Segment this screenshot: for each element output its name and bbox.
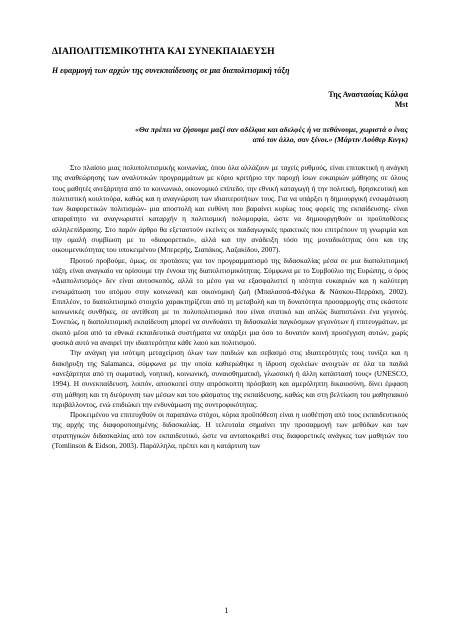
body-paragraph: Στο πλαίσιο μιας πολυπολιτισμικής κοινωνίας, όπου όλα αλλάζουν με ταχείς ρυθμούς, είναι επιτακτική η ανάγκη της αναθεώρησης των αναλυτικών προγραμμάτων με κύριο κριτήριο την παροχή ίσων ευκαιριών μάθησης σε όλους τους μαθητές ανεξάρτητα από το κοινωνικό, οικονομικό επίπεδο, την εθνική καταγωγή ή την πολιτική, θρησκευτική και πολιτιστική κουλτούρα, καθώς και η αναγνώριση των ιδιαιτεροτήτων τους. Για να υπάρξει η δημιουργική ενσωμάτωση των διαφορετικών πολιτισμών- μια αποστολή και ευθύνη που βαραίνει κυρίως τους φορείς της εκπαίδευσης- είναι απαραίτητο να αναγνωριστεί καταρχήν η πολιτισμική πολυμορφία, ώστε να δημιουργηθούν οι προϋποθέσεις αλληλεπίδρασης. Στο παρόν άρθρο θα εξεταστούν εκείνες οι παιδαγωγικές πρακτικές που επιτρέπουν τη γνωριμία και την ομαλή συμβίωση με το «διαφορετικό», αλλά και την ανάδειξη τόσο της μοναδικότητας όσο και της οικουμενικότητας του υποκειμένου (Μπερερής, Σιαπάκος, Λαζακίδου, 2007). [52,163,408,255]
document-title: ΔΙΑΠΟΛΙΤΙΣΜΙΚΟΤΗΤΑ ΚΑΙ ΣΥΝΕΚΠΑΙΔΕΥΣΗ [52,46,275,57]
body-text [52,163,408,451]
epigraph [104,125,408,145]
epigraph-line: από τον άλλο, σαν ξένοι.» (Μάρτιν Λούθερ Κινγκ) [252,135,408,144]
page-number: 1 [224,606,229,615]
epigraph-line: «Θα πρέπει να ζήσουμε μαζί σαν αδέλφια και αδελφές ή να πεθάνουμε, χωριστά ο ένας [135,125,408,134]
body-paragraph: Την ανάγκη για ισότιμη μεταχείριση όλων των παιδιών και σεβασμό στις ιδιαιτερότητές τους τονίζει και η διακήρυξη της Salamanca, σύμφωνα με την οποία καθιερώθηκε η ίδρυση σχολείων ανοιχτών σε όλα τα παιδιά «ανεξάρτητα από τη σωματική, νοητική, κοινωνική, συναισθηματική, γλωσσική ή άλλη κατάστασή τους» (UNESCO, 1994). Η συνεκπαίδευση, λοιπόν, αποσκοπεί στην απρόσκοπτη πρόσβαση και αμερόληπτη δικαιοσύνη, δίνει έμφαση στη μάθηση και τη διεύρυνση των μέσων και του φάσματος της εκπαίδευσης, καθώς και στη βελτίωση του μαθησιακού περιβάλλοντος, ενώ επιδιώκει την ενδυνάμωση της συντροφικότητας. [52,348,408,409]
body-paragraph: Προκειμένου να επιτευχθούν οι παραπάνω στόχοι, κύρια προϋπόθεση είναι η υιοθέτηση από τους εκπαιδευτικούς της αρχής της διαφοροποιημένης διδασκαλίας. Η τελευταία σημαίνει την προσαρμογή των μεθόδων και των στρατηγικών διδασκαλίας από τον εκπαιδευτικό, ώστε να ανταποκριθεί στις διαφορετικές ανάγκες των μαθητών του (Tomlinson & Eidson, 2003). Παράλληλα, πρέπει και η κατάρτιση των [52,410,408,451]
author-degree: Mst [394,100,408,109]
author-block [52,90,408,110]
body-paragraph: Προτού προβούμε, όμως, σε προτάσεις για τον προγραμματισμό της διδασκαλίας μέσα σε μια διαπολιτισμική τάξη, είναι αναγκαίο να ορίσουμε την έννοια της διαπολιτισμικότητας. Σύμφωνα με το Συμβούλιο της Ευρώπης, ο όρος «Διαπολιτισμός» δεν είναι αυτοσκοπός, αλλά το μέσο για να εξασφαλιστεί η ισότητα ευκαιριών και η καλύτερη ενσωμάτωση του ατόμου στην κοινωνική και οικονομική ζωή (Μπαλασσά-Φλέγκα & Νάσκου-Περράκη, 2002). Επιπλέον, το διαπολιτισμικό στοιχείο χαρακτηρίζεται από τη μεταβολή και τη δυνατότητα προσαρμογής στις εκάστοτε κοινωνικές συνθήκες, σε αντίθεση με το πολυπολιτισμικό που είναι στατικό και απλώς διαπιστώνει ένα γεγονός. Συνεπώς, η διαπολιτισμική εκπαίδευση μπορεί να συνδυάσει τη διδασκαλία παγκόσμιων γεγονότων ή επιτευγμάτων, με σκοπό μέσα από τα εθνικά εκπαιδευτικά συστήματα να υπάρξει μια όσο το δυνατόν κοινή προσέγγιση αυτών, χωρίς φυσικά αυτό να αναιρεί την ιδιαιτερότητα κάθε λαού και πολιτισμού. [52,255,408,348]
author-name: Της Αναστασίας Κάλφα [328,90,408,99]
document-subtitle: Η εφαρμογή των αρχών της συνεκπαίδευσης σε μια διαπολιτισμική τάξη [52,66,290,75]
